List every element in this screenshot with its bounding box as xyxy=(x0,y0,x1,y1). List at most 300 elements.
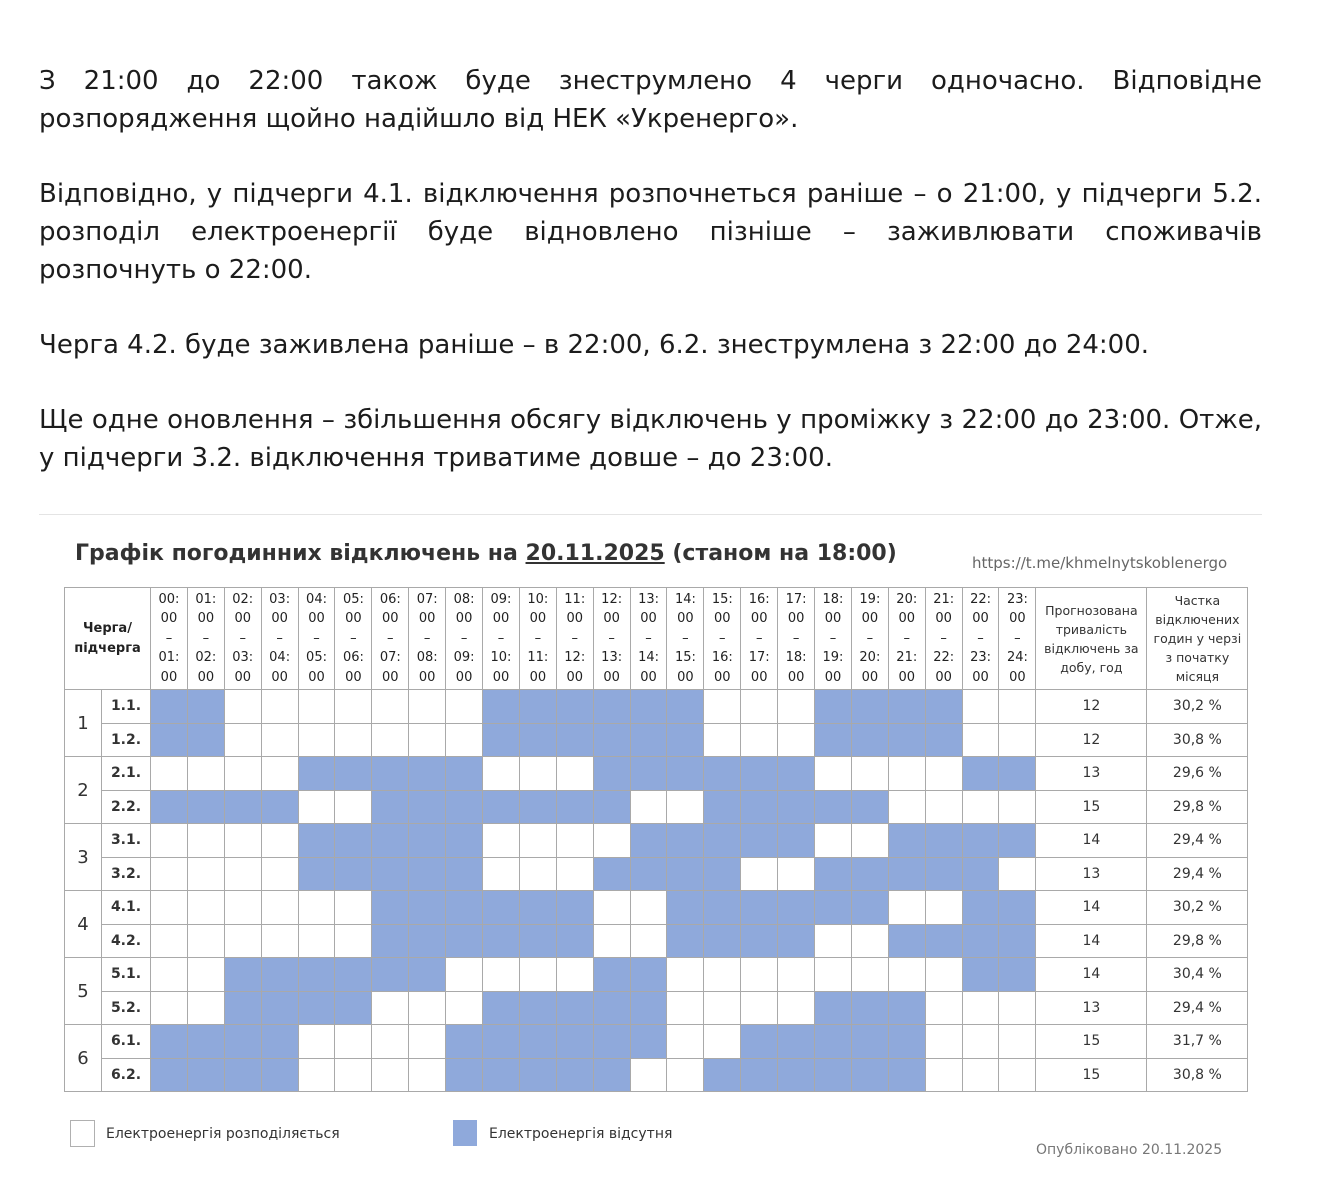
hour-cell-power xyxy=(151,891,188,925)
hour-cell-power xyxy=(778,690,815,724)
hour-cell-power xyxy=(483,824,520,858)
table-row xyxy=(65,1058,1248,1092)
hour-cell-outage xyxy=(556,723,593,757)
legend-label-power-on: Електроенергія розподіляється xyxy=(106,1126,340,1142)
subqueue-label: 5.1. xyxy=(102,958,151,992)
hour-cell-outage xyxy=(778,1025,815,1059)
table-row xyxy=(65,757,1248,791)
share-value: 31,7 % xyxy=(1147,1025,1248,1059)
hour-cell-outage xyxy=(483,924,520,958)
hour-cell-outage xyxy=(851,991,888,1025)
hour-cell-power xyxy=(888,757,925,791)
divider xyxy=(39,514,1262,515)
subqueue-label: 1.2. xyxy=(102,723,151,757)
hour-cell-power xyxy=(224,757,261,791)
hour-cell-outage xyxy=(593,790,630,824)
hour-cell-power xyxy=(409,690,446,724)
hour-cell-power xyxy=(704,991,741,1025)
hour-cell-power xyxy=(335,790,372,824)
share-value: 29,4 % xyxy=(1147,857,1248,891)
hour-cell-outage xyxy=(815,891,852,925)
hour-cell-power xyxy=(999,723,1036,757)
hour-cell-power xyxy=(372,690,409,724)
hour-cell-power xyxy=(815,924,852,958)
hour-cell-power xyxy=(224,857,261,891)
hour-cell-outage xyxy=(999,891,1036,925)
hour-cell-outage xyxy=(667,924,704,958)
hour-cell-power xyxy=(593,824,630,858)
hour-cell-outage xyxy=(815,1025,852,1059)
hour-cell-power xyxy=(925,1058,962,1092)
hour-cell-power xyxy=(224,723,261,757)
hour-column-header: 12: 00 – 13: 00 xyxy=(593,588,630,690)
hour-cell-outage xyxy=(925,824,962,858)
hour-cell-power xyxy=(261,723,298,757)
hour-cell-power xyxy=(483,857,520,891)
hour-cell-power xyxy=(778,958,815,992)
hour-cell-outage xyxy=(187,790,224,824)
hour-cell-power xyxy=(335,723,372,757)
hour-cell-outage xyxy=(999,958,1036,992)
hour-cell-outage xyxy=(778,757,815,791)
hour-cell-outage xyxy=(409,891,446,925)
hour-cell-power xyxy=(962,991,999,1025)
hour-cell-outage xyxy=(851,790,888,824)
subqueue-label: 1.1. xyxy=(102,690,151,724)
hour-cell-power xyxy=(187,824,224,858)
hour-cell-power xyxy=(925,757,962,791)
hour-cell-outage xyxy=(741,757,778,791)
hour-cell-power xyxy=(298,790,335,824)
hour-cell-outage xyxy=(704,824,741,858)
hour-cell-outage xyxy=(630,1025,667,1059)
hour-cell-outage xyxy=(187,690,224,724)
hour-cell-outage xyxy=(999,757,1036,791)
hour-cell-outage xyxy=(593,958,630,992)
telegram-link: https://t.me/khmelnytskoblenergo xyxy=(972,554,1228,572)
hour-cell-power xyxy=(298,891,335,925)
hour-cell-power xyxy=(446,991,483,1025)
hour-cell-power xyxy=(519,958,556,992)
hour-cell-outage xyxy=(187,723,224,757)
hour-cell-power xyxy=(261,757,298,791)
hour-cell-outage xyxy=(483,1058,520,1092)
share-value: 30,4 % xyxy=(1147,958,1248,992)
hour-cell-outage xyxy=(851,891,888,925)
hour-cell-outage xyxy=(667,690,704,724)
hour-cell-power xyxy=(151,757,188,791)
hour-cell-outage xyxy=(446,1025,483,1059)
hour-cell-outage xyxy=(224,1025,261,1059)
hour-cell-power xyxy=(888,891,925,925)
hour-cell-outage xyxy=(851,857,888,891)
hour-cell-outage xyxy=(187,1058,224,1092)
hour-cell-power xyxy=(667,958,704,992)
table-row xyxy=(65,991,1248,1025)
hour-cell-power xyxy=(925,790,962,824)
hour-cell-power xyxy=(704,1025,741,1059)
hour-cell-power xyxy=(298,924,335,958)
hour-cell-outage xyxy=(298,757,335,791)
hour-cell-outage xyxy=(630,824,667,858)
hour-cell-power xyxy=(630,790,667,824)
hour-cell-outage xyxy=(519,690,556,724)
hour-cell-power xyxy=(187,991,224,1025)
hour-cell-outage xyxy=(409,857,446,891)
hour-column-header: 01: 00 – 02: 00 xyxy=(187,588,224,690)
hour-cell-outage xyxy=(704,757,741,791)
hour-cell-power xyxy=(962,790,999,824)
paragraph: Відповідно, у підчерги 4.1. відключення розпочнеться раніше – о 21:00, у підчерги 5.2. розподіл електроенергії буде відновлено пізніше – заживлювати споживачів розпочнуть о 22:00. xyxy=(39,179,1262,285)
hour-cell-outage xyxy=(667,824,704,858)
hour-cell-outage xyxy=(778,891,815,925)
hour-cell-power xyxy=(298,723,335,757)
hour-cell-power xyxy=(298,690,335,724)
hour-cell-outage xyxy=(409,790,446,824)
hour-cell-power xyxy=(556,824,593,858)
subqueue-label: 4.1. xyxy=(102,891,151,925)
hour-column-header: 15: 00 – 16: 00 xyxy=(704,588,741,690)
hour-cell-outage xyxy=(815,1058,852,1092)
hour-cell-outage xyxy=(446,1058,483,1092)
hour-cell-power xyxy=(741,690,778,724)
hour-cell-outage xyxy=(409,924,446,958)
hour-cell-power xyxy=(151,958,188,992)
hour-cell-outage xyxy=(483,1025,520,1059)
hour-cell-outage xyxy=(741,891,778,925)
hour-cell-outage xyxy=(593,1058,630,1092)
hour-cell-power xyxy=(409,1058,446,1092)
hour-cell-power xyxy=(999,991,1036,1025)
legend-swatch-power-off xyxy=(453,1120,477,1146)
hour-cell-power xyxy=(446,723,483,757)
hour-cell-outage xyxy=(409,757,446,791)
hour-cell-outage xyxy=(261,958,298,992)
hour-cell-power xyxy=(224,690,261,724)
hour-cell-outage xyxy=(888,824,925,858)
hour-cell-power xyxy=(741,958,778,992)
hour-cell-outage xyxy=(151,790,188,824)
hour-cell-power xyxy=(778,857,815,891)
legend-label-power-off: Електроенергія відсутня xyxy=(489,1126,673,1142)
hour-cell-outage xyxy=(372,824,409,858)
hour-cell-outage xyxy=(851,690,888,724)
hour-cell-power xyxy=(851,757,888,791)
schedule-title xyxy=(75,541,897,566)
hour-column-header: 03: 00 – 04: 00 xyxy=(261,588,298,690)
hour-column-header: 11: 00 – 12: 00 xyxy=(556,588,593,690)
hour-cell-power xyxy=(151,991,188,1025)
hour-cell-outage xyxy=(851,1025,888,1059)
hour-cell-outage xyxy=(630,723,667,757)
duration-value: 12 xyxy=(1036,690,1147,724)
hour-cell-outage xyxy=(519,1058,556,1092)
hour-cell-outage xyxy=(741,790,778,824)
hour-cell-outage xyxy=(815,690,852,724)
hour-column-header: 08: 00 – 09: 00 xyxy=(446,588,483,690)
hour-cell-outage xyxy=(224,958,261,992)
hour-cell-outage xyxy=(741,1025,778,1059)
hour-cell-power xyxy=(630,891,667,925)
hour-cell-power xyxy=(999,690,1036,724)
hour-cell-power xyxy=(704,958,741,992)
published-date: Опубліковано 20.11.2025 xyxy=(1036,1142,1223,1158)
hour-cell-outage xyxy=(556,1058,593,1092)
hour-cell-power xyxy=(925,891,962,925)
hour-column-header: 21: 00 – 22: 00 xyxy=(925,588,962,690)
hour-cell-power xyxy=(372,1058,409,1092)
table-row xyxy=(65,790,1248,824)
hour-cell-power xyxy=(630,1058,667,1092)
hour-cell-outage xyxy=(556,1025,593,1059)
hour-cell-outage xyxy=(593,690,630,724)
hour-cell-outage xyxy=(372,924,409,958)
hour-cell-outage xyxy=(815,790,852,824)
table-row xyxy=(65,958,1248,992)
hour-cell-outage xyxy=(446,857,483,891)
duration-value: 15 xyxy=(1036,1025,1147,1059)
queue-number: 1 xyxy=(65,690,102,757)
hour-cell-outage xyxy=(925,690,962,724)
hour-cell-power xyxy=(519,824,556,858)
hour-cell-power xyxy=(778,723,815,757)
subqueue-label: 4.2. xyxy=(102,924,151,958)
hour-cell-outage xyxy=(446,924,483,958)
hour-column-header: 23: 00 – 24: 00 xyxy=(999,588,1036,690)
hour-cell-outage xyxy=(335,857,372,891)
hour-cell-power xyxy=(261,857,298,891)
hour-cell-power xyxy=(778,991,815,1025)
duration-value: 14 xyxy=(1036,924,1147,958)
queue-number: 6 xyxy=(65,1025,102,1092)
hour-cell-power xyxy=(851,958,888,992)
schedule-title-date: 20.11.2025 xyxy=(525,541,665,566)
hour-cell-outage xyxy=(372,958,409,992)
table-row xyxy=(65,1025,1248,1059)
duration-value: 15 xyxy=(1036,790,1147,824)
hour-cell-outage xyxy=(372,790,409,824)
subqueue-label: 2.1. xyxy=(102,757,151,791)
hour-column-header: 13: 00 – 14: 00 xyxy=(630,588,667,690)
hour-cell-outage xyxy=(261,790,298,824)
hour-cell-outage xyxy=(483,790,520,824)
duration-value: 13 xyxy=(1036,757,1147,791)
hour-cell-power xyxy=(409,1025,446,1059)
duration-value: 13 xyxy=(1036,857,1147,891)
hour-cell-outage xyxy=(409,824,446,858)
hour-cell-outage xyxy=(925,857,962,891)
hour-cell-outage xyxy=(667,857,704,891)
hour-cell-outage xyxy=(888,723,925,757)
hour-cell-power xyxy=(187,757,224,791)
hour-cell-outage xyxy=(335,757,372,791)
hour-cell-outage xyxy=(667,891,704,925)
hour-cell-power xyxy=(224,891,261,925)
hour-cell-outage xyxy=(851,723,888,757)
hour-cell-outage xyxy=(999,924,1036,958)
subqueue-label: 6.1. xyxy=(102,1025,151,1059)
share-value: 30,8 % xyxy=(1147,723,1248,757)
hour-cell-outage xyxy=(372,891,409,925)
hour-cell-outage xyxy=(151,723,188,757)
hour-cell-outage xyxy=(704,924,741,958)
hour-cell-power xyxy=(151,924,188,958)
hour-cell-power xyxy=(888,790,925,824)
hour-cell-outage xyxy=(851,1058,888,1092)
hour-cell-outage xyxy=(298,958,335,992)
hour-cell-power xyxy=(815,757,852,791)
queue-number: 2 xyxy=(65,757,102,824)
article xyxy=(39,62,1262,514)
share-value: 29,6 % xyxy=(1147,757,1248,791)
hour-column-header: 16: 00 – 17: 00 xyxy=(741,588,778,690)
hour-cell-outage xyxy=(224,1058,261,1092)
hour-column-header: 22: 00 – 23: 00 xyxy=(962,588,999,690)
legend-swatch-power-on xyxy=(70,1120,95,1147)
hour-cell-power xyxy=(630,924,667,958)
hour-cell-power xyxy=(741,857,778,891)
hour-cell-power xyxy=(261,924,298,958)
hour-cell-power xyxy=(962,1058,999,1092)
subqueue-label: 3.1. xyxy=(102,824,151,858)
hour-cell-outage xyxy=(151,1025,188,1059)
table-row xyxy=(65,824,1248,858)
share-value: 29,8 % xyxy=(1147,924,1248,958)
paragraph: Ще одне оновлення – збільшення обсягу відключень у проміжку з 22:00 до 23:00. Отже, у підчерги 3.2. відключення триватиме довше – до 23:00. xyxy=(39,405,1262,473)
hour-cell-power xyxy=(815,958,852,992)
hour-cell-outage xyxy=(741,924,778,958)
hour-cell-power xyxy=(187,958,224,992)
hour-cell-outage xyxy=(962,857,999,891)
hour-cell-power xyxy=(151,824,188,858)
hour-cell-power xyxy=(667,790,704,824)
hour-cell-power xyxy=(962,723,999,757)
table-row xyxy=(65,690,1248,724)
hour-cell-outage xyxy=(261,1025,298,1059)
share-value: 29,8 % xyxy=(1147,790,1248,824)
duration-value: 14 xyxy=(1036,891,1147,925)
hour-cell-power xyxy=(335,891,372,925)
hour-cell-power xyxy=(741,991,778,1025)
hour-cell-power xyxy=(593,891,630,925)
hour-cell-outage xyxy=(704,891,741,925)
hour-column-header: 06: 00 – 07: 00 xyxy=(372,588,409,690)
hour-column-header: 04: 00 – 05: 00 xyxy=(298,588,335,690)
share-column-header: Частка відключених годин у черзі з початку місяця xyxy=(1147,588,1248,690)
hour-cell-outage xyxy=(556,991,593,1025)
hour-cell-outage xyxy=(630,857,667,891)
hour-cell-power xyxy=(999,1025,1036,1059)
hour-cell-outage xyxy=(630,757,667,791)
hour-cell-power xyxy=(999,1058,1036,1092)
hour-cell-outage xyxy=(593,991,630,1025)
hour-column-header: 20: 00 – 21: 00 xyxy=(888,588,925,690)
hour-column-header: 18: 00 – 19: 00 xyxy=(815,588,852,690)
hour-cell-power xyxy=(372,723,409,757)
table-row xyxy=(65,857,1248,891)
hour-cell-outage xyxy=(335,991,372,1025)
hour-cell-power xyxy=(556,757,593,791)
hour-cell-outage xyxy=(815,991,852,1025)
hour-cell-outage xyxy=(999,824,1036,858)
subqueue-label: 6.2. xyxy=(102,1058,151,1092)
hour-cell-outage xyxy=(888,924,925,958)
hour-cell-outage xyxy=(151,1058,188,1092)
hour-cell-outage xyxy=(778,924,815,958)
hour-cell-outage xyxy=(593,757,630,791)
hour-cell-outage xyxy=(704,857,741,891)
subqueue-label: 2.2. xyxy=(102,790,151,824)
hour-cell-outage xyxy=(888,1058,925,1092)
hour-cell-outage xyxy=(372,757,409,791)
hour-cell-outage xyxy=(925,924,962,958)
hour-column-header: 09: 00 – 10: 00 xyxy=(483,588,520,690)
table-row xyxy=(65,723,1248,757)
hour-cell-power xyxy=(335,690,372,724)
hour-cell-power xyxy=(704,690,741,724)
hour-column-header: 10: 00 – 11: 00 xyxy=(519,588,556,690)
share-value: 29,4 % xyxy=(1147,991,1248,1025)
schedule-title-prefix: Графік погодинних відключень на xyxy=(75,541,526,566)
hour-cell-outage xyxy=(888,690,925,724)
hour-cell-outage xyxy=(593,723,630,757)
hour-cell-power xyxy=(925,991,962,1025)
hour-cell-power xyxy=(888,958,925,992)
queue-column-header: Черга/ підчерга xyxy=(65,588,151,690)
hour-cell-outage xyxy=(888,857,925,891)
hour-cell-power xyxy=(999,790,1036,824)
hour-cell-power xyxy=(704,723,741,757)
hour-cell-outage xyxy=(556,924,593,958)
hour-cell-outage xyxy=(667,757,704,791)
hour-cell-outage xyxy=(778,790,815,824)
hour-cell-outage xyxy=(778,824,815,858)
hour-cell-outage xyxy=(298,991,335,1025)
hour-cell-power xyxy=(925,958,962,992)
queue-number: 3 xyxy=(65,824,102,891)
hour-cell-outage xyxy=(962,824,999,858)
hour-cell-power xyxy=(446,690,483,724)
hour-cell-outage xyxy=(372,857,409,891)
hour-cell-power xyxy=(261,824,298,858)
duration-value: 15 xyxy=(1036,1058,1147,1092)
hour-cell-power xyxy=(298,1058,335,1092)
hour-cell-power xyxy=(187,857,224,891)
share-value: 29,4 % xyxy=(1147,824,1248,858)
hour-cell-outage xyxy=(962,958,999,992)
hour-cell-power xyxy=(667,1025,704,1059)
hour-cell-power xyxy=(999,857,1036,891)
hour-cell-outage xyxy=(925,723,962,757)
hour-cell-power xyxy=(187,891,224,925)
hour-cell-power xyxy=(409,723,446,757)
hour-column-header: 17: 00 – 18: 00 xyxy=(778,588,815,690)
hour-cell-outage xyxy=(335,958,372,992)
hour-cell-power xyxy=(667,1058,704,1092)
hour-cell-power xyxy=(483,958,520,992)
hour-cell-power xyxy=(372,991,409,1025)
subqueue-label: 5.2. xyxy=(102,991,151,1025)
duration-value: 14 xyxy=(1036,824,1147,858)
hour-cell-power xyxy=(556,857,593,891)
hour-cell-power xyxy=(667,991,704,1025)
subqueue-label: 3.2. xyxy=(102,857,151,891)
duration-column-header: Прогнозована тривалість відключень за добу, год xyxy=(1036,588,1147,690)
hour-cell-power xyxy=(851,824,888,858)
hour-cell-power xyxy=(335,924,372,958)
hour-cell-outage xyxy=(704,790,741,824)
hour-cell-outage xyxy=(888,1025,925,1059)
